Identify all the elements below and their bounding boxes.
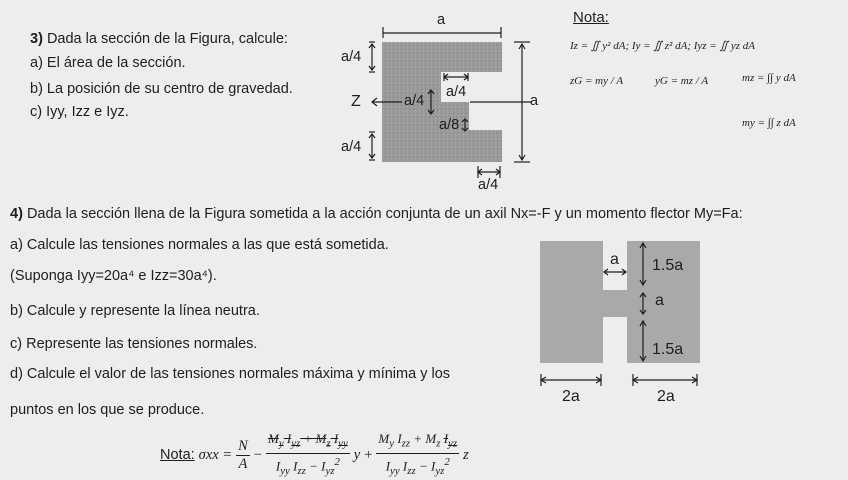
fig2-width-right: 2a: [657, 388, 675, 405]
label-top-a: a: [437, 12, 446, 28]
nota2-formula: Nota: σxx = $\frac{N}{A}$ − $\frac{M_y I_{yz} + M_z I_{yy}}{I_{yy} I_{zz} - I_{yz}^2}$ y + $\frac{M_y I_{zz} + M_z I_{yz}}{I_{yy} I_{zz} - I_{yz}^2}$ z: [160, 435, 469, 475]
nota1-inertia-defs: Iz = ∬ y² dA; Iy = ∬ z² dA; Iyz = ∬ yz dA: [570, 40, 756, 52]
frac-z-term: $\frac{M_y I_{zz} + M_z I_{yz}}{I_{yy} I_{zz} - I_{yz}^2}$: [378, 431, 458, 477]
p3-title-text: Dada la sección de la Figura, calcule:: [46, 31, 288, 47]
p4-item-d2: puntos en los que se produce.: [10, 402, 205, 418]
p3-number: 3): [30, 31, 43, 47]
fig2-15a-top: 1.5a: [652, 257, 684, 274]
var-z: z: [463, 446, 469, 463]
p3-item-b: b) La posición de su centro de gravedad.: [30, 81, 293, 97]
nota2-sigma: σxx =: [198, 446, 233, 463]
p4-item-a: a) Calcule las tensiones normales a las que está sometida.: [10, 237, 389, 253]
frac-n: N: [238, 437, 248, 454]
p4-item-b: b) Calcule y represente la línea neutra.: [10, 303, 260, 319]
fig2-a-top: a: [610, 251, 619, 268]
p3-item-c: c) Iyy, Izz e Iyz.: [30, 104, 129, 120]
label-a4-inner: a/4: [446, 84, 467, 100]
fig2-width-left: 2a: [562, 388, 580, 405]
var-y: y: [353, 446, 361, 463]
p4-item-c: c) Represente las tensiones normales.: [10, 336, 258, 352]
p4-title-text: Dada la sección llena de la Figura sometida a la acción conjunta de un axil Nx=-F y un momento flector My=Fa:: [26, 206, 743, 222]
nota1-my: my = ∫∫ z dA: [742, 117, 796, 129]
label-a4-top: a/4: [341, 49, 362, 65]
label-a4-base: a/4: [478, 177, 499, 193]
nota1-mz: mz = ∫∫ y dA: [742, 72, 796, 84]
label-right-a: a: [530, 93, 539, 109]
nota2-label: Nota:: [160, 446, 195, 463]
frac-n-over-a: [236, 438, 250, 473]
label-a4-mid: a/4: [404, 93, 425, 109]
fig2-a-mid: a: [655, 292, 664, 309]
nota1-yg: yG = mz / A: [655, 75, 709, 87]
nota1-title: Nota:: [573, 9, 609, 26]
p4-suponga: (Suponga Iyy=20a⁴ e Izz=30a⁴).: [10, 268, 217, 284]
label-a4-bottom: a/4: [341, 139, 362, 155]
frac-a: A: [238, 455, 248, 472]
label-a8: a/8: [439, 117, 460, 133]
p4-item-d1: d) Calcule el valor de las tensiones normales máxima y mínima y los: [10, 366, 451, 382]
p4-number: 4): [10, 206, 23, 222]
nota1-zg: zG = my / A: [570, 75, 624, 87]
p3-item-a: a) El área de la sección.: [30, 55, 186, 71]
label-z: Z: [351, 93, 361, 110]
fig2-15a-bottom: 1.5a: [652, 341, 684, 358]
frac-y-term: $\frac{M_y I_{yz} + M_z I_{yy}}{I_{yy} I_{zz} - I_{yz}^2}$: [267, 431, 348, 477]
